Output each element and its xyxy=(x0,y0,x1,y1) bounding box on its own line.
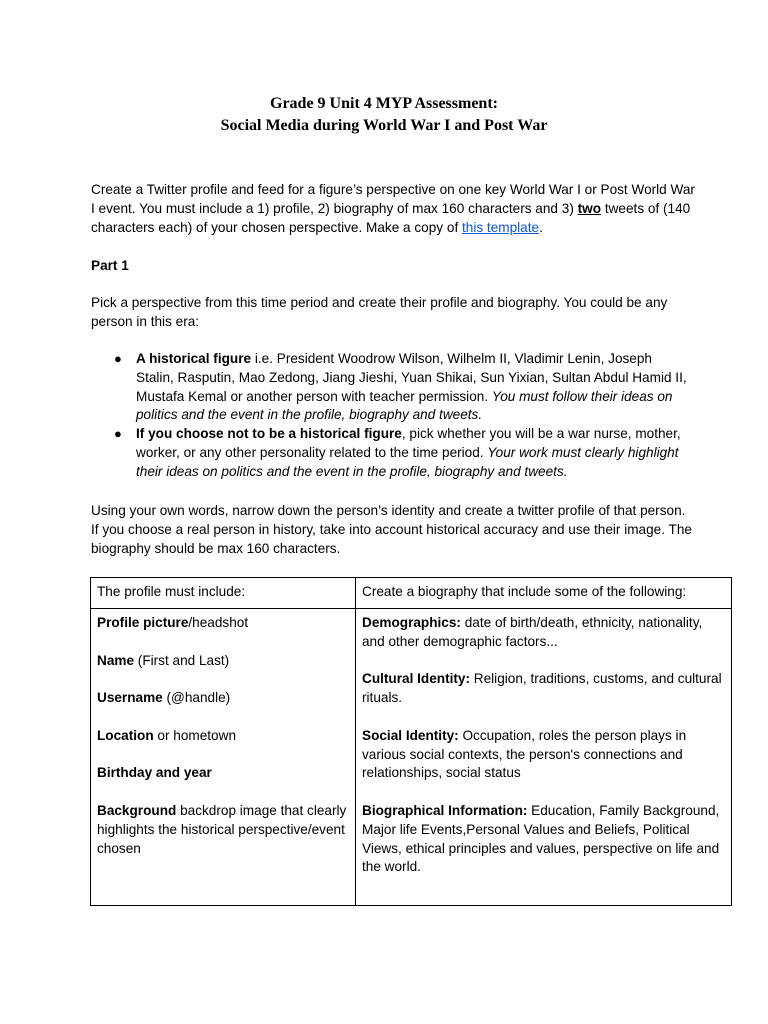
bullet-historical-figure xyxy=(110,350,690,425)
intro-text-2: tweets of (140 characters each) of your chosen perspective. Make a copy of xyxy=(91,200,691,235)
bio-item-cultural-label: Cultural Identity: xyxy=(362,671,470,687)
intro-text-1: Create a Twitter profile and feed for a figure’s perspective on one key World War I or Post World War I event. You must include a 1) profile, 2) biography of max 160 characters and 3) xyxy=(91,182,695,216)
profile-item-name xyxy=(97,652,349,671)
pick-perspective-paragraph: Pick a perspective from this time period and create their profile and biography. You could be any person in this era: xyxy=(91,295,668,329)
bullet-1-text: i.e. President Woodrow Wilson, Wilhelm II, Vladimir Lenin, Joseph Stalin, Rasputin, Mao Zedong, Jiang Jieshi, Yuan Shikai, Sun Yixian, Sultan Abdul Hamid II, Mustafa Kemal or another person with teacher permission. xyxy=(136,351,687,404)
profile-item-birthday xyxy=(97,764,349,783)
bullet-2-bold: If you choose not to be a historical figure xyxy=(136,426,402,442)
using-own-words-paragraph: Using your own words, narrow down the person’s identity and create a twitter profile of that person. If you choose a real person in history, take into account historical accuracy and use their image. The biography should be max 160 characters. xyxy=(91,503,692,556)
bullet-dot-icon: ● xyxy=(114,426,122,442)
profile-item-background-text: backdrop image that clearly highlights the historical perspective/event chosen xyxy=(97,802,347,856)
profile-requirements-cell xyxy=(91,609,356,906)
requirements-table xyxy=(90,577,732,906)
bullet-1-bold: A historical figure xyxy=(136,351,252,366)
bullet-2-italic: Your work must clearly highlight their ideas on politics and the event in the profile, biography and tweets. xyxy=(136,444,679,479)
profile-item-username-label: Username xyxy=(97,690,163,706)
document-title-line-2: Social Media during World War I and Post War xyxy=(220,117,548,134)
intro-text-3: . xyxy=(539,219,543,235)
intro-paragraph xyxy=(91,181,695,237)
template-link[interactable]: this template xyxy=(462,219,540,235)
profile-item-username-text: (@handle) xyxy=(162,690,231,706)
table-body-row xyxy=(91,609,732,906)
document-title-line-1: Grade 9 Unit 4 MYP Assessment: xyxy=(270,95,498,112)
bio-item-biographical-information xyxy=(362,802,725,877)
bio-item-cultural-identity xyxy=(362,670,725,708)
profile-item-location xyxy=(97,727,349,746)
table-header-biography: Create a biography that include some of the following: xyxy=(356,578,732,609)
bullet-2-text: , pick whether you will be a war nurse, mother, worker, or any other personality related to the time period. xyxy=(136,426,681,460)
profile-item-picture-label: Profile picture xyxy=(97,615,189,630)
profile-item-picture xyxy=(97,614,349,633)
bullet-non-historical-figure xyxy=(110,425,690,481)
table-header-profile: The profile must include: xyxy=(91,578,356,609)
bio-item-cultural-text: Religion, traditions, customs, and cultural rituals. xyxy=(362,671,722,706)
table-header-row xyxy=(91,578,732,609)
bio-item-biographical-text: Education, Family Background, Major life Events,Personal Values and Beliefs, Political Views, ethical principles and values, perspective on life and the world. xyxy=(362,802,720,875)
profile-item-picture-text: /headshot xyxy=(188,615,249,630)
biography-requirements-cell xyxy=(356,609,732,906)
bio-item-social-text: Occupation, roles the person plays in various social contexts, the person's connections and relationships, social status xyxy=(362,727,687,781)
bio-item-biographical-label: Biographical Information: xyxy=(362,802,528,818)
profile-item-birthday-label: Birthday and year xyxy=(97,765,212,781)
perspective-bullet-list xyxy=(110,350,690,482)
profile-item-name-label: Name xyxy=(97,652,135,668)
bio-item-demographics xyxy=(362,614,725,652)
profile-item-location-label: Location xyxy=(97,727,154,743)
bullet-1-italic: You must follow their ideas on politics and the event in the profile, biography and tweets. xyxy=(136,388,673,423)
profile-item-background xyxy=(97,802,349,858)
intro-emphasis-two: two xyxy=(577,200,602,216)
profile-item-username xyxy=(97,689,349,708)
bio-item-demographics-label: Demographics: xyxy=(362,615,461,630)
profile-item-name-text: (First and Last) xyxy=(134,652,230,668)
bio-item-demographics-text: date of birth/death, ethnicity, nationality, and other demographic factors... xyxy=(362,615,703,649)
part-1-heading: Part 1 xyxy=(91,258,129,273)
bio-item-social-identity xyxy=(362,727,725,783)
profile-item-background-label: Background xyxy=(97,802,177,818)
profile-item-location-text: or hometown xyxy=(153,727,236,743)
bullet-dot-icon: ● xyxy=(114,351,122,366)
bio-item-social-label: Social Identity: xyxy=(362,727,459,743)
